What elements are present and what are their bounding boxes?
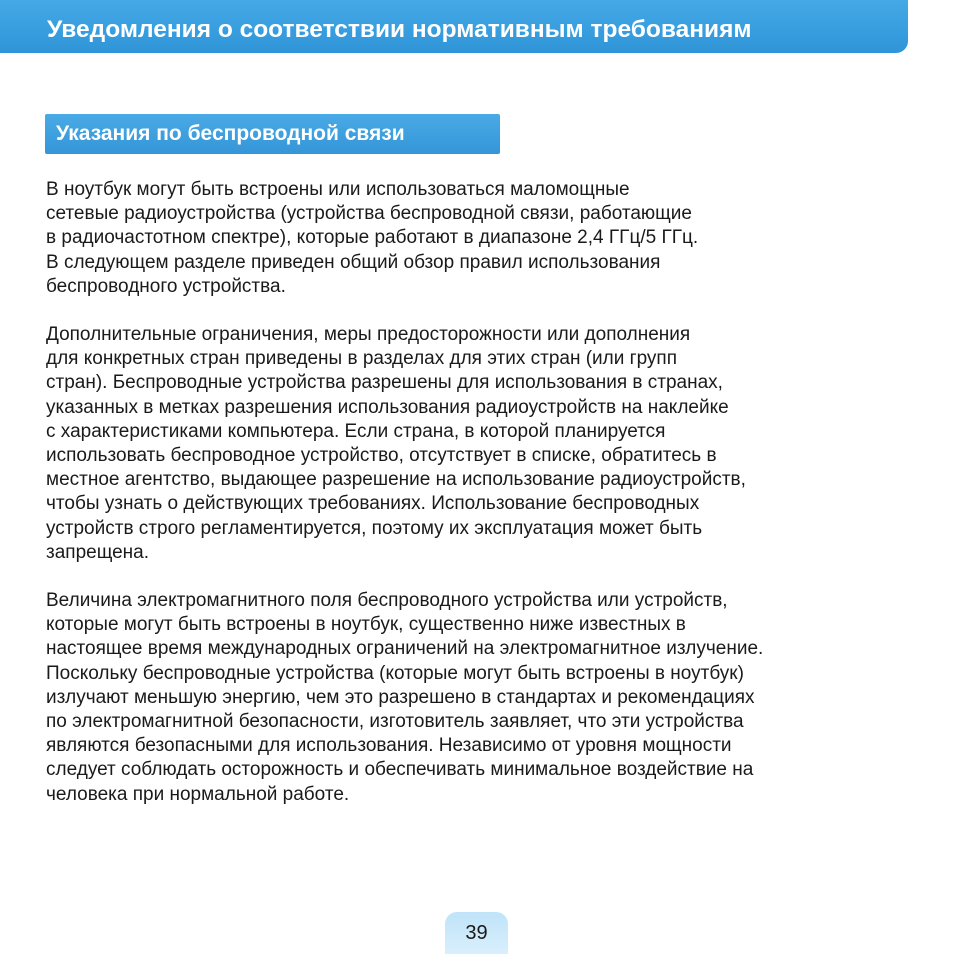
- text-line: следует соблюдать осторожность и обеспечивать минимальное воздействие на: [46, 759, 754, 781]
- text-line: настоящее время международных ограничений на электромагнитное излучение.: [46, 638, 764, 660]
- text-line: человека при нормальной работе.: [46, 783, 350, 805]
- text-line: чтобы узнать о действующих требованиях. Использование беспроводных: [46, 493, 700, 515]
- page-number: 39: [465, 922, 488, 944]
- text-line: местное агентство, выдающее разрешение на использование радиоустройств,: [46, 469, 746, 491]
- paragraph-intro: [46, 178, 916, 299]
- text-line: с характеристиками компьютера. Если страна, в которой планируется: [46, 420, 666, 442]
- section-title: Указания по беспроводной связи: [56, 122, 405, 145]
- text-line: использовать беспроводное устройство, отсутствует в списке, обратитесь в: [46, 445, 717, 467]
- text-line: излучают меньшую энергию, чем это разрешено в стандартах и рекомендациях: [46, 686, 755, 708]
- page-title: Уведомления о соответствии нормативным требованиям: [47, 16, 752, 43]
- text-line: устройств строго регламентируется, поэтому их эксплуатация может быть: [46, 517, 703, 539]
- header-bar: [0, 0, 908, 53]
- page-number-badge: [445, 912, 508, 954]
- text-line: стран). Беспроводные устройства разрешены для использования в странах,: [46, 372, 723, 394]
- body-text: [46, 178, 916, 831]
- text-line: В следующем разделе приведен общий обзор правил использования: [46, 251, 661, 273]
- text-line: которые могут быть встроены в ноутбук, существенно ниже известных в: [46, 614, 686, 636]
- text-line: указанных в метках разрешения использования радиоустройств на наклейке: [46, 396, 729, 418]
- text-line: запрещена.: [46, 541, 150, 563]
- text-line: Величина электромагнитного поля беспроводного устройства или устройств,: [46, 590, 728, 612]
- paragraph-restrictions: [46, 323, 916, 565]
- text-line: в радиочастотном спектре), которые работают в диапазоне 2,4 ГГц/5 ГГц.: [46, 227, 699, 249]
- text-line: являются безопасными для использования. Независимо от уровня мощности: [46, 735, 732, 757]
- text-line: В ноутбук могут быть встроены или использоваться маломощные: [46, 179, 630, 200]
- text-line: сетевые радиоустройства (устройства беспроводной связи, работающие: [46, 203, 692, 225]
- text-line: по электромагнитной безопасности, изготовитель заявляет, что эти устройства: [46, 711, 744, 733]
- text-line: для конкретных стран приведены в разделах для этих стран (или групп: [46, 348, 677, 370]
- text-line: Поскольку беспроводные устройства (которые могут быть встроены в ноутбук): [46, 662, 744, 684]
- paragraph-emf: [46, 589, 916, 807]
- text-line: Дополнительные ограничения, меры предосторожности или дополнения: [46, 324, 691, 346]
- section-heading-box: [45, 114, 500, 154]
- text-line: беспроводного устройства.: [46, 275, 286, 297]
